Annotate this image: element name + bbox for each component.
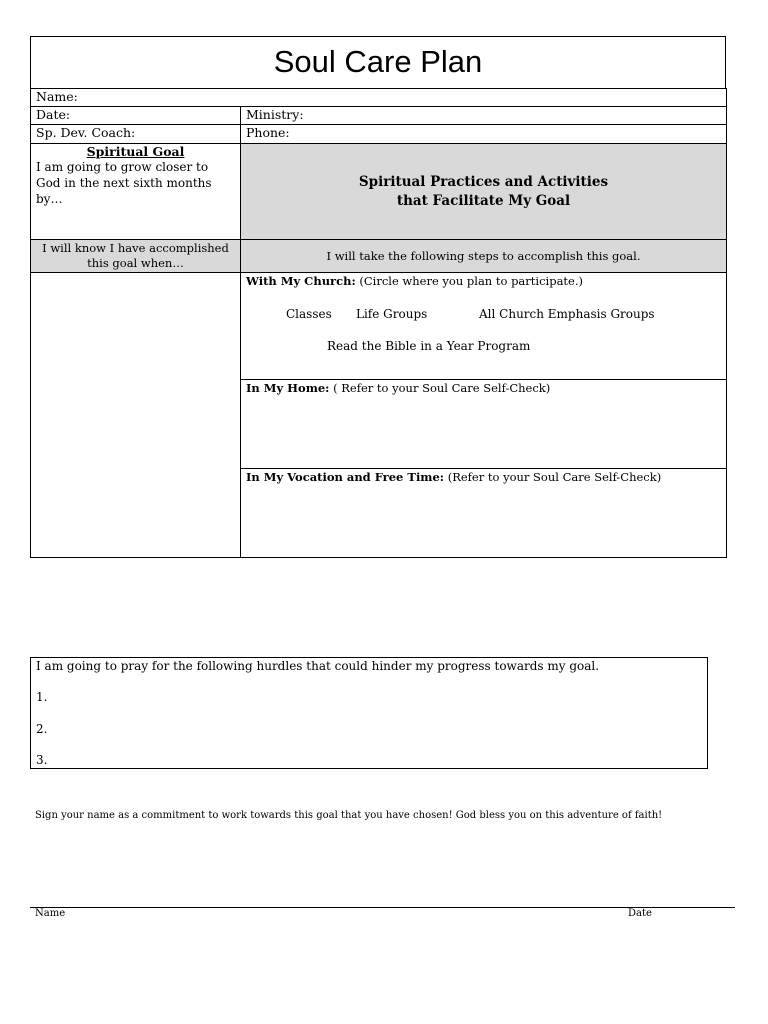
- accomplished-answer-cell[interactable]: [31, 273, 241, 558]
- ministry-field-label: Ministry:: [246, 107, 304, 122]
- practices-heading-line1: Spiritual Practices and Activities: [358, 173, 609, 190]
- home-cell[interactable]: [241, 380, 727, 469]
- accomplished-text: I will know I have accomplished this goal when…: [42, 241, 229, 270]
- commitment-text: Sign your name as a commitment to work towards this goal that you have chosen! God bless you on this adventure of faith!: [35, 810, 663, 821]
- option-read-bible-year[interactable]: Read the Bible in a Year Program: [327, 339, 531, 353]
- spiritual-goal-heading: Spiritual Goal: [86, 144, 185, 159]
- church-cell[interactable]: [241, 273, 727, 380]
- steps-header-cell: [241, 240, 727, 273]
- name-field-label: Name:: [36, 89, 78, 104]
- date-ministry-row: [31, 107, 727, 125]
- date-field-label: Date:: [36, 107, 71, 122]
- phone-field-label: Phone:: [246, 125, 290, 140]
- vocation-label: In My Vocation and Free Time:: [246, 470, 445, 484]
- spiritual-goal-cell[interactable]: [31, 144, 241, 240]
- home-note: ( Refer to your Soul Care Self-Check): [333, 381, 551, 395]
- vocation-note: (Refer to your Soul Care Self-Check): [447, 470, 662, 484]
- name-field[interactable]: [31, 89, 727, 107]
- coach-field[interactable]: [31, 125, 241, 144]
- phone-field[interactable]: [241, 125, 727, 144]
- option-life-groups[interactable]: Life Groups: [356, 307, 428, 321]
- home-label: In My Home:: [246, 381, 330, 395]
- practices-heading-line2: that Facilitate My Goal: [396, 192, 571, 209]
- steps-text: I will take the following steps to accomplish this goal.: [326, 248, 641, 263]
- signature-name-label: Name: [35, 908, 66, 919]
- hurdle-item-2[interactable]: 2.: [36, 722, 48, 736]
- accomplished-header-cell: [31, 240, 241, 273]
- title-box: [30, 36, 726, 88]
- coach-field-label: Sp. Dev. Coach:: [36, 125, 136, 140]
- church-row: [31, 273, 727, 380]
- spiritual-goal-text: I am going to grow closer to God in the next sixth months by…: [36, 160, 212, 206]
- church-label: With My Church:: [246, 274, 356, 288]
- option-classes[interactable]: Classes: [286, 307, 332, 321]
- accomplish-row: [31, 240, 727, 273]
- vocation-cell[interactable]: [241, 469, 727, 558]
- church-options: [246, 289, 721, 379]
- hurdles-intro: I am going to pray for the following hurdles that could hinder my progress towards my goal.: [36, 659, 600, 673]
- practices-header-cell: [241, 144, 727, 240]
- plan-form-table: [30, 88, 727, 558]
- page-title: Soul Care Plan: [273, 44, 483, 79]
- coach-phone-row: [31, 125, 727, 144]
- option-all-church-emphasis-groups[interactable]: All Church Emphasis Groups: [479, 307, 655, 321]
- goal-row: [31, 144, 727, 240]
- hurdle-item-1[interactable]: 1.: [36, 690, 48, 704]
- signature-date-label: Date: [628, 908, 652, 919]
- ministry-field[interactable]: [241, 107, 727, 125]
- hurdles-box[interactable]: [30, 657, 708, 769]
- hurdle-item-3[interactable]: 3.: [36, 753, 48, 767]
- name-row: [31, 89, 727, 107]
- church-note: (Circle where you plan to participate.): [359, 274, 583, 288]
- date-field[interactable]: [31, 107, 241, 125]
